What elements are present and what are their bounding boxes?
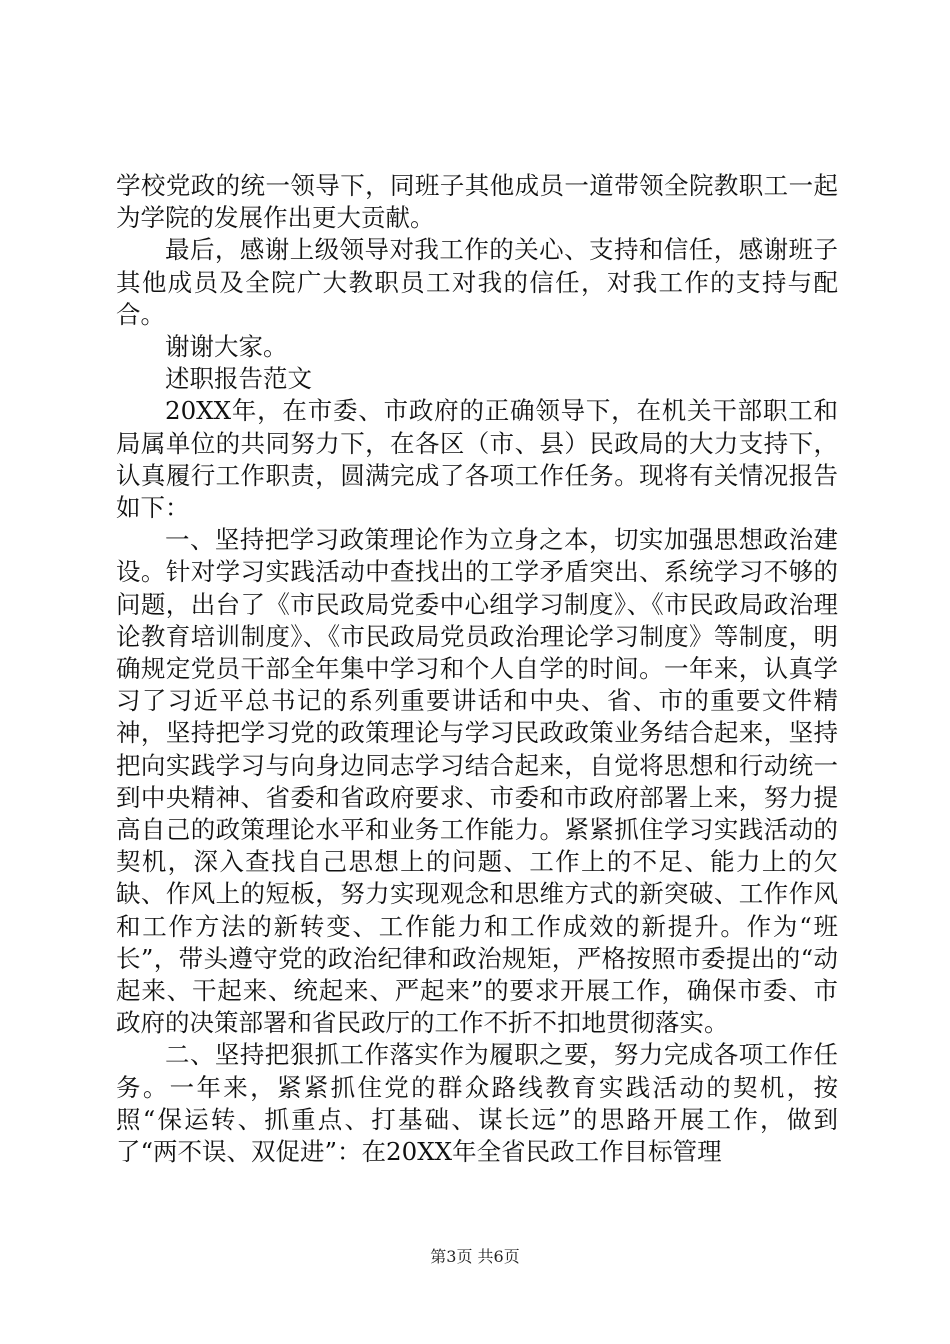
paragraph-5: 20XX年，在市委、市政府的正确领导下，在机关干部职工和局属单位的共同努力下，在各区（市、县）民政局的大力支持下，认真履行工作职责，圆满完成了各项工作任务。现将有关情况报告如下： xyxy=(116,396,838,523)
document-body xyxy=(116,170,838,1168)
page-footer: 第3页 共6页 xyxy=(430,1247,520,1266)
section-heading: 述职报告范文 xyxy=(165,364,312,394)
paragraph-6: 一、坚持把学习政策理论作为立身之本，切实加强思想政治建设。针对学习实践活动中查找出的工学矛盾突出、系统学习不够的问题，出台了《市民政局党委中心组学习制度》、《市民政局政治理论教育培训制度》、《市民政局党员政治理论学习制度》等制度，明确规定党员干部全年集中学习和个人自学的时间。一年来，认真学习了习近平总书记的系列重要讲话和中央、省、市的重要文件精神，坚持把学习党的政策理论与学习民政政策业务结合起来，坚持把向实践学习与向身边同志学习结合起来，自觉将思想和行动统一到中央精神、省委和省政府要求、市委和市政府部署上来，努力提高自己的政策理论水平和业务工作能力。紧紧抓住学习实践活动的契机，深入查找自己思想上的问题、工作上的不足、能力上的欠缺、作风上的短板，努力实现观念和思维方式的新突破、工作作风和工作方法的新转变、工作能力和工作成效的新提升。作为“班长”，带头遵守党的政治纪律和政治规矩，严格按照市委提出的“动起来、干起来、统起来、严起来”的要求开展工作，确保市委、市政府的决策部署和省民政厅的工作不折不扣地贯彻落实。 xyxy=(116,525,838,1038)
paragraph-7: 二、坚持把狠抓工作落实作为履职之要，努力完成各项工作任务。一年来，紧紧抓住党的群众路线教育实践活动的契机，按照“保运转、抓重点、打基础、谋长远”的思路开展工作，做到了“两不误、双促进”：在20XX年全省民政工作目标管理 xyxy=(116,1040,838,1167)
paragraph-1: 学校党政的统一领导下，同班子其他成员一道带领全院教职工一起为学院的发展作出更大贡献。 xyxy=(116,171,838,233)
paragraph-2: 最后，感谢上级领导对我工作的关心、支持和信任，感谢班子其他成员及全院广大教职员工对我的信任，对我工作的支持与配合。 xyxy=(116,235,838,329)
paragraph-3: 谢谢大家。 xyxy=(165,332,288,362)
